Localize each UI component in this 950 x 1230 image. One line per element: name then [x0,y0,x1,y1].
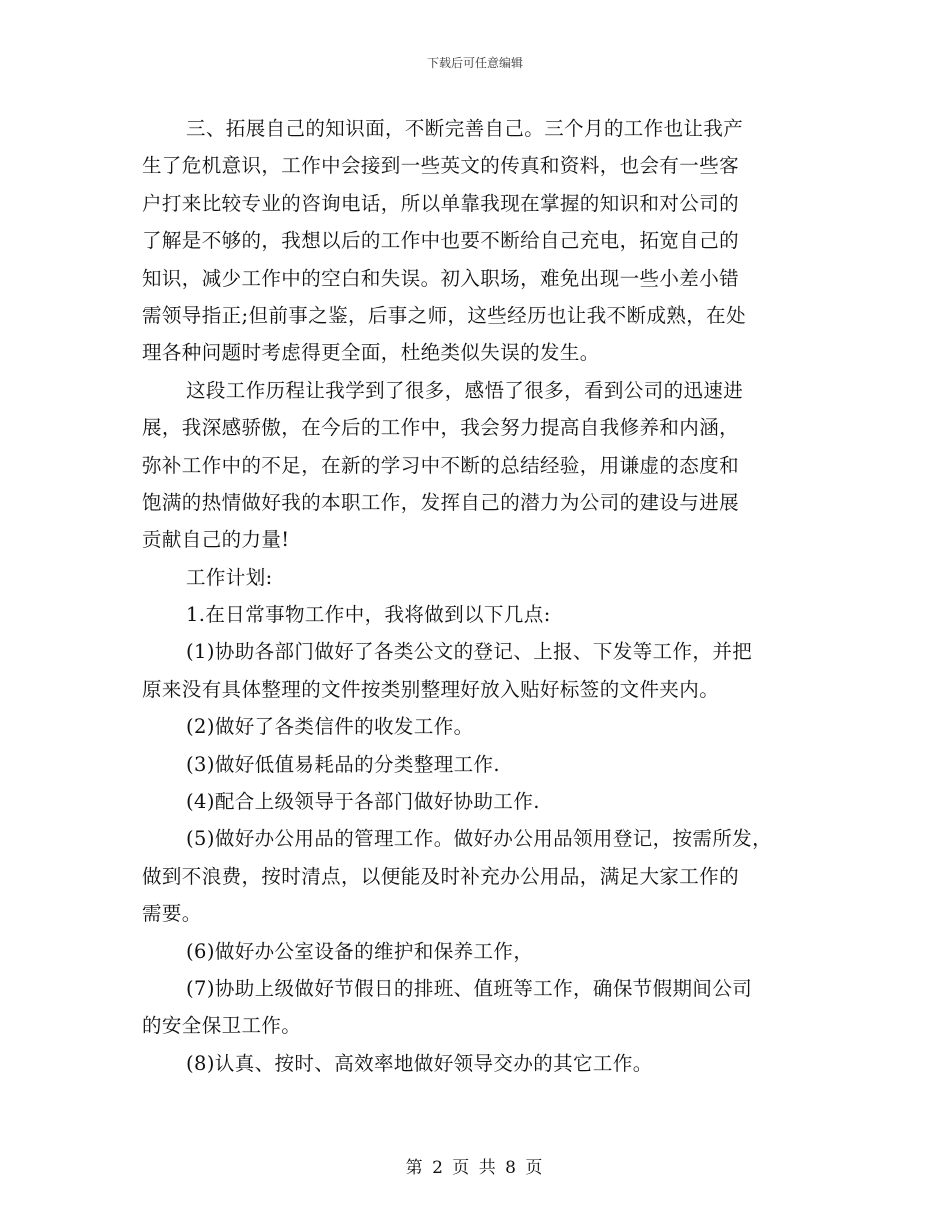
text-line: (8)认真、按时、高效率地做好领导交办的其它工作。 [186,1051,653,1075]
text-line: 需领导指正;但前事之鉴，后事之师，这些经历也让我不断成熟，在处 [142,303,746,327]
text-line: (5)做好办公用品的管理工作。做好办公用品领用登记，按需所发， [186,827,773,851]
document-body [142,110,822,1082]
text-line: 工作计划: [186,565,273,589]
text-line: 这段工作历程让我学到了很多，感悟了很多，看到公司的迅速进 [186,378,744,402]
text-line: (2)做好了各类信件的收发工作。 [186,715,474,739]
text-line: 生了危机意识，工作中会接到一些英文的传真和资料，也会有一些客 [142,154,740,178]
text-line: 了解是不够的，我想以后的工作中也要不断给自己充电，拓宽自己的 [142,229,740,253]
text-line: 弥补工作中的不足，在新的学习中不断的总结经验，用谦虚的态度和 [142,453,740,477]
page-header: 下载后可任意编辑 [426,56,523,70]
text-line: 饱满的热情做好我的本职工作，发挥自己的潜力为公司的建设与进展 [142,490,740,514]
text-line: (1)协助各部门做好了各类公文的登记、上报、下发等工作，并把 [186,640,753,664]
text-line: 贡献自己的力量! [142,528,290,552]
text-line: 三、拓展自己的知识面，不断完善自己。三个月的工作也让我产 [186,117,744,140]
text-line: 做到不浪费，按时清点，以便能及时补充办公用品，满足大家工作的 [142,864,740,888]
text-line: (7)协助上级做好节假日的排班、值班等工作，确保节假期间公司 [186,976,753,1000]
text-line: (6)做好办公室设备的维护和保养工作， [186,939,534,963]
text-line: (3)做好低值易耗品的分类整理工作. [186,752,501,776]
text-line: 需要。 [142,902,202,926]
text-line: 的安全保卫工作。 [142,1014,302,1038]
text-line: (4)配合上级领导于各部门做好协助工作. [186,790,540,814]
page-footer: 第 2 页 共 8 页 [405,1158,545,1178]
text-line: 1.在日常事物工作中，我将做到以下几点: [186,603,551,627]
text-line: 理各种问题时考虑得更全面，杜绝类似失误的发生。 [142,341,600,365]
text-line: 知识，减少工作中的空白和失误。初入职场，难免出现一些小差小错 [142,266,740,290]
text-line: 展，我深感骄傲，在今后的工作中，我会努力提高自我修养和内涵， [142,416,740,440]
text-line: 户打来比较专业的咨询电话，所以单靠我现在掌握的知识和对公司的 [142,191,740,215]
text-line: 原来没有具体整理的文件按类别整理好放入贴好标签的文件夹内。 [142,677,720,701]
